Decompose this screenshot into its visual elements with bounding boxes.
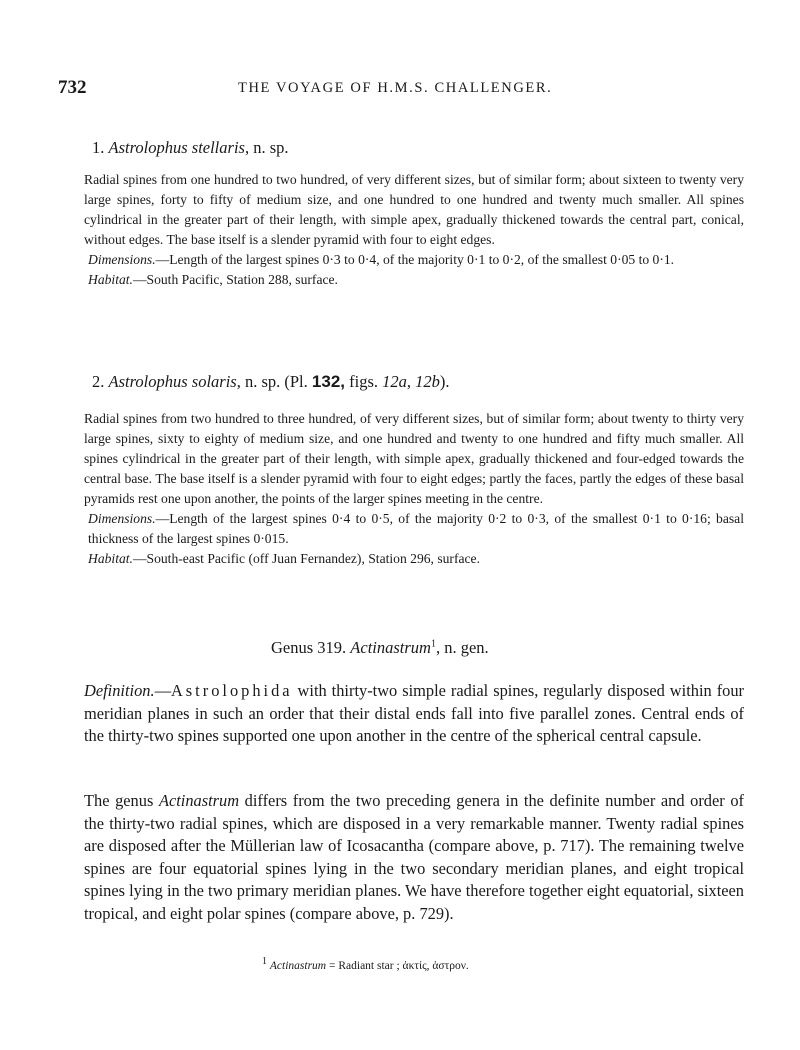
species1-habitat-label: Habitat. xyxy=(88,272,133,287)
definition-dash: — xyxy=(154,681,171,700)
genus-suffix: n. gen. xyxy=(444,638,489,657)
body-lead: The genus xyxy=(84,791,159,810)
definition-label: Definition. xyxy=(84,681,155,700)
definition-text: with thirty-two simple radial spines, regularly disposed within four meridian planes in such an order that their distal ends fall into five parallel zones. Central ends of the thirty-two spines supported one upon another in the centre of the spherical central capsule. xyxy=(84,681,744,745)
page-number: 732 xyxy=(58,77,87,98)
species1-habitat xyxy=(84,270,744,290)
running-title: THE VOYAGE OF H.M.S. CHALLENGER. xyxy=(238,80,553,96)
definition-block xyxy=(84,680,744,748)
species2-fig-sep: , xyxy=(406,372,416,391)
species2-name: Astrolophus solaris xyxy=(108,372,237,391)
footnote-text: = Radiant star ; ἀκτίς, ἀστρον. xyxy=(326,960,469,972)
body-text: differs from the two preceding genera in the definite number and order of the thirty-two radial spines, which are disposed in a very remarkable manner. Twenty radial spines are disposed after the Müllerian law of Icosacantha (compare above, p. 717). The remaining twelve spines are four equatorial spines lying in the two secondary meridian planes, and eight tropical spines lying in the two primary meridian planes. We have therefore together eight equatorial, sixteen tropical, and eight polar spines (compare above, p. 729). xyxy=(84,791,744,923)
species1-title xyxy=(92,138,289,158)
genus-footnote-mark: 1 xyxy=(430,638,436,650)
species2-body xyxy=(84,409,744,569)
body-paragraph xyxy=(84,790,744,925)
footnote-mark: 1 xyxy=(262,956,267,968)
species2-figs-prefix: figs. xyxy=(345,372,383,391)
footnote xyxy=(262,956,469,972)
species2-fig-b: 12b xyxy=(415,372,440,391)
definition-paragraph xyxy=(84,680,744,748)
species2-habitat-label: Habitat. xyxy=(88,551,133,566)
species2-habitat xyxy=(84,549,744,569)
species2-plate: 132, xyxy=(311,372,345,391)
species1-name: Astrolophus stellaris xyxy=(108,138,245,157)
genus-name: Actinastrum xyxy=(350,638,431,657)
species1-dimensions-text: —Length of the largest spines 0·3 to 0·4, of the majority 0·1 to 0·2, of the smallest 0·05 to 0·1. xyxy=(155,252,675,267)
species2-description: Radial spines from two hundred to three hundred, of very different sizes, but of similar form; about twenty to thirty very large spines, sixty to eighty of medium size, and one hundred and twenty to one hundred and fifty much smaller. All spines cylindrical in the greater part of their length, with simple apex, gradually thickened and four-edged towards the central base. The base itself is a slender pyramid with four to eight edges; partly the faces, partly the edges of these basal pyramids rest one upon another, the points of the larger spines meeting in the centre. xyxy=(84,411,744,506)
species1-description: Radial spines from one hundred to two hundred, of very different sizes, but of similar form; about sixteen to twenty very large spines, forty to fifty of medium size, and one hundred to one hundred and twenty much smaller. All spines cylindrical in the greater part of their length, with simple apex, gradually thickened towards the central part, conical, without edges. The base itself is a slender pyramid with four to eight edges. xyxy=(84,172,744,247)
species1-habitat-text: —South Pacific, Station 288, surface. xyxy=(132,272,338,287)
body-block xyxy=(84,790,744,925)
species1-dimensions-label: Dimensions. xyxy=(88,252,156,267)
species1-number: 1. xyxy=(92,138,105,157)
species2-number: 2. xyxy=(92,372,105,391)
footnote-term: Actinastrum xyxy=(269,960,327,972)
species2-dimensions-text: —Length of the largest spines 0·4 to 0·5, of the majority 0·2 to 0·3, of the smallest 0·1 to 0·16; basal thickness of the largest spines 0·015. xyxy=(88,511,744,546)
species2-dimensions xyxy=(84,509,744,549)
species1-dimensions xyxy=(84,250,744,270)
body-genus-name: Actinastrum xyxy=(158,791,240,810)
genus-heading: Genus 319. Actinastrum$^1$, n. gen. xyxy=(271,638,489,657)
genus-prefix: Genus 319. xyxy=(271,638,347,657)
species2-habitat-text: —South-east Pacific (off Juan Fernandez), Station 296, surface. xyxy=(132,551,480,566)
species1-suffix: , n. sp. xyxy=(244,138,289,157)
species1-body xyxy=(84,170,744,290)
species2-title xyxy=(92,372,450,392)
species2-suffix: , n. sp. (Pl. xyxy=(236,372,308,391)
species2-fig-close: ). xyxy=(439,372,450,391)
page-header xyxy=(58,77,758,101)
definition-group: Astrolophida xyxy=(170,681,293,700)
species2-dimensions-label: Dimensions. xyxy=(88,511,156,526)
species2-fig-a: 12a xyxy=(382,372,407,391)
